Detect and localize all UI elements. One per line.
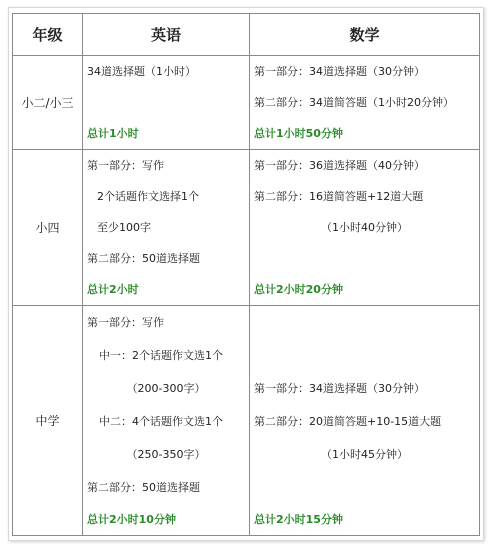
english-line: 2个话题作文选择1个 [97, 190, 199, 203]
math-cell [250, 150, 480, 306]
english-total: 总计2小时10分钟 [87, 513, 176, 526]
math-line: 第一部分：34道选择题（30分钟） [254, 382, 425, 395]
math-cell [250, 306, 480, 536]
math-line-empty [250, 471, 479, 504]
grade-cell: 小四 [13, 150, 83, 306]
math-total: 总计2小时15分钟 [254, 513, 343, 526]
math-line: 第一部分：36道选择题（40分钟） [254, 159, 425, 172]
english-cell [83, 150, 250, 306]
math-line-empty [250, 339, 479, 372]
english-total: 总计1小时 [87, 127, 139, 140]
math-total: 总计1小时50分钟 [254, 127, 343, 140]
table-row [13, 150, 480, 306]
math-line: （1小时45分钟） [321, 448, 408, 461]
header-english: 英语 [83, 14, 250, 56]
english-cell [83, 56, 250, 150]
math-line: 第二部分：20道简答题+10-15道大题 [254, 415, 442, 428]
math-total: 总计2小时20分钟 [254, 283, 343, 296]
grade-cell: 中学 [13, 306, 83, 536]
english-total: 总计2小时 [87, 283, 139, 296]
english-line: （250-350字） [126, 448, 206, 461]
english-line: 第二部分：50道选择题 [87, 481, 200, 494]
grade-cell: 小二/小三 [13, 56, 83, 150]
exam-table [12, 13, 480, 536]
math-line: 第二部分：16道简答题+12道大题 [254, 190, 424, 203]
table-row [13, 306, 480, 536]
table-row [13, 56, 480, 150]
english-line: 至少100字 [97, 221, 151, 234]
english-line: 中一：2个话题作文选1个 [99, 349, 223, 362]
english-line: 第一部分：写作 [87, 316, 164, 329]
math-line: 第二部分：34道简答题（1小时20分钟） [254, 96, 454, 109]
header-grade: 年级 [13, 14, 83, 56]
header-row [13, 14, 480, 56]
header-math: 数学 [250, 14, 480, 56]
english-line: 第二部分：50道选择题 [87, 252, 200, 265]
math-line-empty [250, 243, 479, 274]
english-line: 中二：4个话题作文选1个 [99, 415, 223, 428]
english-line: 34道选择题（1小时） [87, 65, 196, 78]
math-line-empty [250, 306, 479, 339]
english-line-empty [83, 87, 249, 118]
english-line: 第一部分：写作 [87, 159, 164, 172]
math-line: 第一部分：34道选择题（30分钟） [254, 65, 425, 78]
math-line: （1小时40分钟） [321, 221, 408, 234]
english-line: （200-300字） [126, 382, 206, 395]
math-cell [250, 56, 480, 150]
english-cell [83, 306, 250, 536]
